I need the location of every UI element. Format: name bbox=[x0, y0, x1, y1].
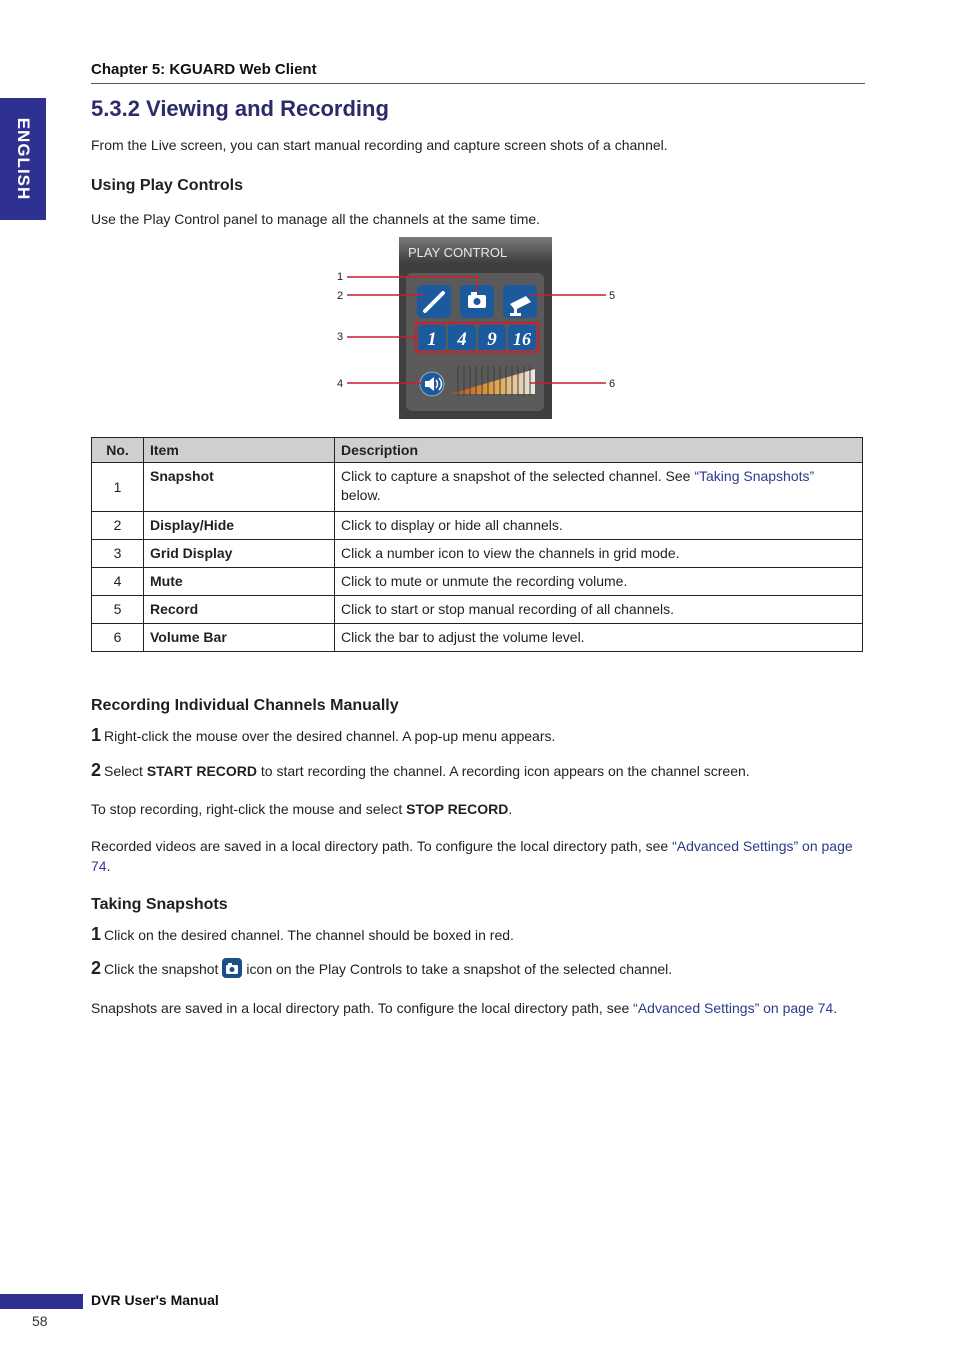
stop-text-end: . bbox=[508, 801, 513, 817]
grid-16-label: 16 bbox=[513, 329, 531, 349]
recording-step-1 bbox=[91, 725, 555, 746]
grid-9-button[interactable] bbox=[478, 325, 506, 350]
play-control-title: PLAY CONTROL bbox=[408, 245, 508, 260]
language-tab bbox=[0, 98, 46, 220]
taking-snapshots-link[interactable]: “Taking Snapshots” bbox=[694, 468, 815, 484]
advanced-settings-link[interactable]: “Advanced Settings” on page 74 bbox=[91, 838, 853, 874]
play-controls-text: Use the Play Control panel to manage all the channels at the same time. bbox=[91, 211, 541, 227]
snapshots-saved-text bbox=[91, 998, 863, 1018]
step-number: 2 bbox=[91, 760, 102, 780]
step-text: Click the snapshot bbox=[104, 961, 219, 977]
row-description: Click a number icon to view the channels in grid mode. bbox=[335, 540, 863, 568]
grid-4-label: 4 bbox=[457, 329, 467, 350]
row-no: 3 bbox=[92, 540, 144, 568]
table-row bbox=[92, 624, 863, 652]
display-hide-button[interactable] bbox=[417, 285, 451, 318]
play-controls-table bbox=[91, 437, 863, 652]
record-button[interactable] bbox=[503, 285, 537, 318]
row-description: Click to start or stop manual recording of all channels. bbox=[335, 596, 863, 624]
grid-1-button[interactable] bbox=[418, 325, 446, 350]
play-control-figure bbox=[330, 236, 620, 420]
mute-button[interactable] bbox=[420, 372, 444, 396]
row-item: Display/Hide bbox=[144, 512, 335, 540]
callout-3: 3 bbox=[337, 331, 344, 343]
stop-recording-text bbox=[91, 799, 512, 819]
row-description: Click to display or hide all channels. bbox=[335, 512, 863, 540]
recording-heading: Recording Individual Channels Manually bbox=[91, 697, 399, 714]
row-item: Snapshot bbox=[144, 463, 335, 512]
snapshots-heading: Taking Snapshots bbox=[91, 896, 228, 913]
grid-4-button[interactable] bbox=[448, 325, 476, 350]
chapter-header: Chapter 5: KGUARD Web Client bbox=[91, 61, 317, 78]
col-header-item: Item bbox=[144, 438, 335, 463]
table-row bbox=[92, 568, 863, 596]
table-row bbox=[92, 463, 863, 512]
row-item: Mute bbox=[144, 568, 335, 596]
callout-4: 4 bbox=[337, 378, 344, 390]
footer-bar bbox=[0, 1294, 83, 1309]
callout-1: 1 bbox=[337, 271, 344, 283]
callout-6: 6 bbox=[609, 378, 616, 390]
grid-1-label: 1 bbox=[427, 329, 437, 350]
col-header-no: No. bbox=[92, 438, 144, 463]
row-item: Volume Bar bbox=[144, 624, 335, 652]
saved-text: Snapshots are saved in a local directory path. To configure the local directory path, see bbox=[91, 1000, 634, 1016]
row-no: 1 bbox=[92, 463, 144, 512]
table-row bbox=[92, 512, 863, 540]
description-text: Click to capture a snapshot of the selected channel. See bbox=[341, 468, 695, 484]
header-divider bbox=[91, 83, 865, 84]
table-row bbox=[92, 596, 863, 624]
row-description bbox=[335, 463, 863, 512]
recording-step-2 bbox=[91, 760, 750, 781]
recording-saved-text bbox=[91, 836, 863, 876]
saved-text-end: . bbox=[106, 858, 111, 874]
step-number: 2 bbox=[91, 958, 102, 978]
step-number: 1 bbox=[91, 924, 102, 944]
row-item: Grid Display bbox=[144, 540, 335, 568]
row-item: Record bbox=[144, 596, 335, 624]
language-tab-label: ENGLISH bbox=[14, 117, 33, 201]
row-no: 6 bbox=[92, 624, 144, 652]
callout-5: 5 bbox=[609, 290, 616, 302]
stop-record-label: STOP RECORD bbox=[406, 801, 509, 817]
section-intro: From the Live screen, you can start manual recording and capture screen shots of a channel. bbox=[91, 137, 668, 153]
snapshot-step-2 bbox=[91, 958, 672, 980]
play-controls-heading: Using Play Controls bbox=[91, 177, 244, 194]
step-text-end: to start recording the channel. A recording icon appears on the channel screen. bbox=[257, 763, 750, 779]
description-text-end: below. bbox=[341, 487, 381, 503]
row-no: 5 bbox=[92, 596, 144, 624]
row-description: Click the bar to adjust the volume level. bbox=[335, 624, 863, 652]
section-title: 5.3.2 Viewing and Recording bbox=[91, 96, 389, 121]
stop-text: To stop recording, right-click the mouse and select bbox=[91, 801, 407, 817]
saved-text-end: . bbox=[833, 1000, 838, 1016]
snapshot-step-1 bbox=[91, 924, 514, 945]
saved-text: Recorded videos are saved in a local directory path. To configure the local directory path, see bbox=[91, 838, 673, 854]
grid-9-label: 9 bbox=[487, 329, 497, 350]
row-no: 4 bbox=[92, 568, 144, 596]
step-text-end: icon on the Play Controls to take a snapshot of the selected channel. bbox=[246, 961, 673, 977]
step-text: Right-click the mouse over the desired channel. A pop-up menu appears. bbox=[104, 728, 556, 744]
footer-manual-title: DVR User's Manual bbox=[91, 1292, 219, 1308]
step-text: Click on the desired channel. The channel should be boxed in red. bbox=[104, 927, 514, 943]
row-description: Click to mute or unmute the recording volume. bbox=[335, 568, 863, 596]
snapshot-inline-icon bbox=[222, 958, 242, 978]
table-row bbox=[92, 540, 863, 568]
page-number: 58 bbox=[32, 1313, 48, 1329]
step-text: Select bbox=[104, 763, 147, 779]
row-no: 2 bbox=[92, 512, 144, 540]
table-header-row bbox=[92, 438, 863, 463]
callout-2: 2 bbox=[337, 290, 344, 302]
advanced-settings-link[interactable]: “Advanced Settings” on page 74 bbox=[633, 1000, 834, 1016]
start-record-label: START RECORD bbox=[146, 763, 258, 779]
grid-16-button[interactable] bbox=[508, 325, 536, 350]
step-number: 1 bbox=[91, 725, 102, 745]
col-header-description: Description bbox=[335, 438, 863, 463]
